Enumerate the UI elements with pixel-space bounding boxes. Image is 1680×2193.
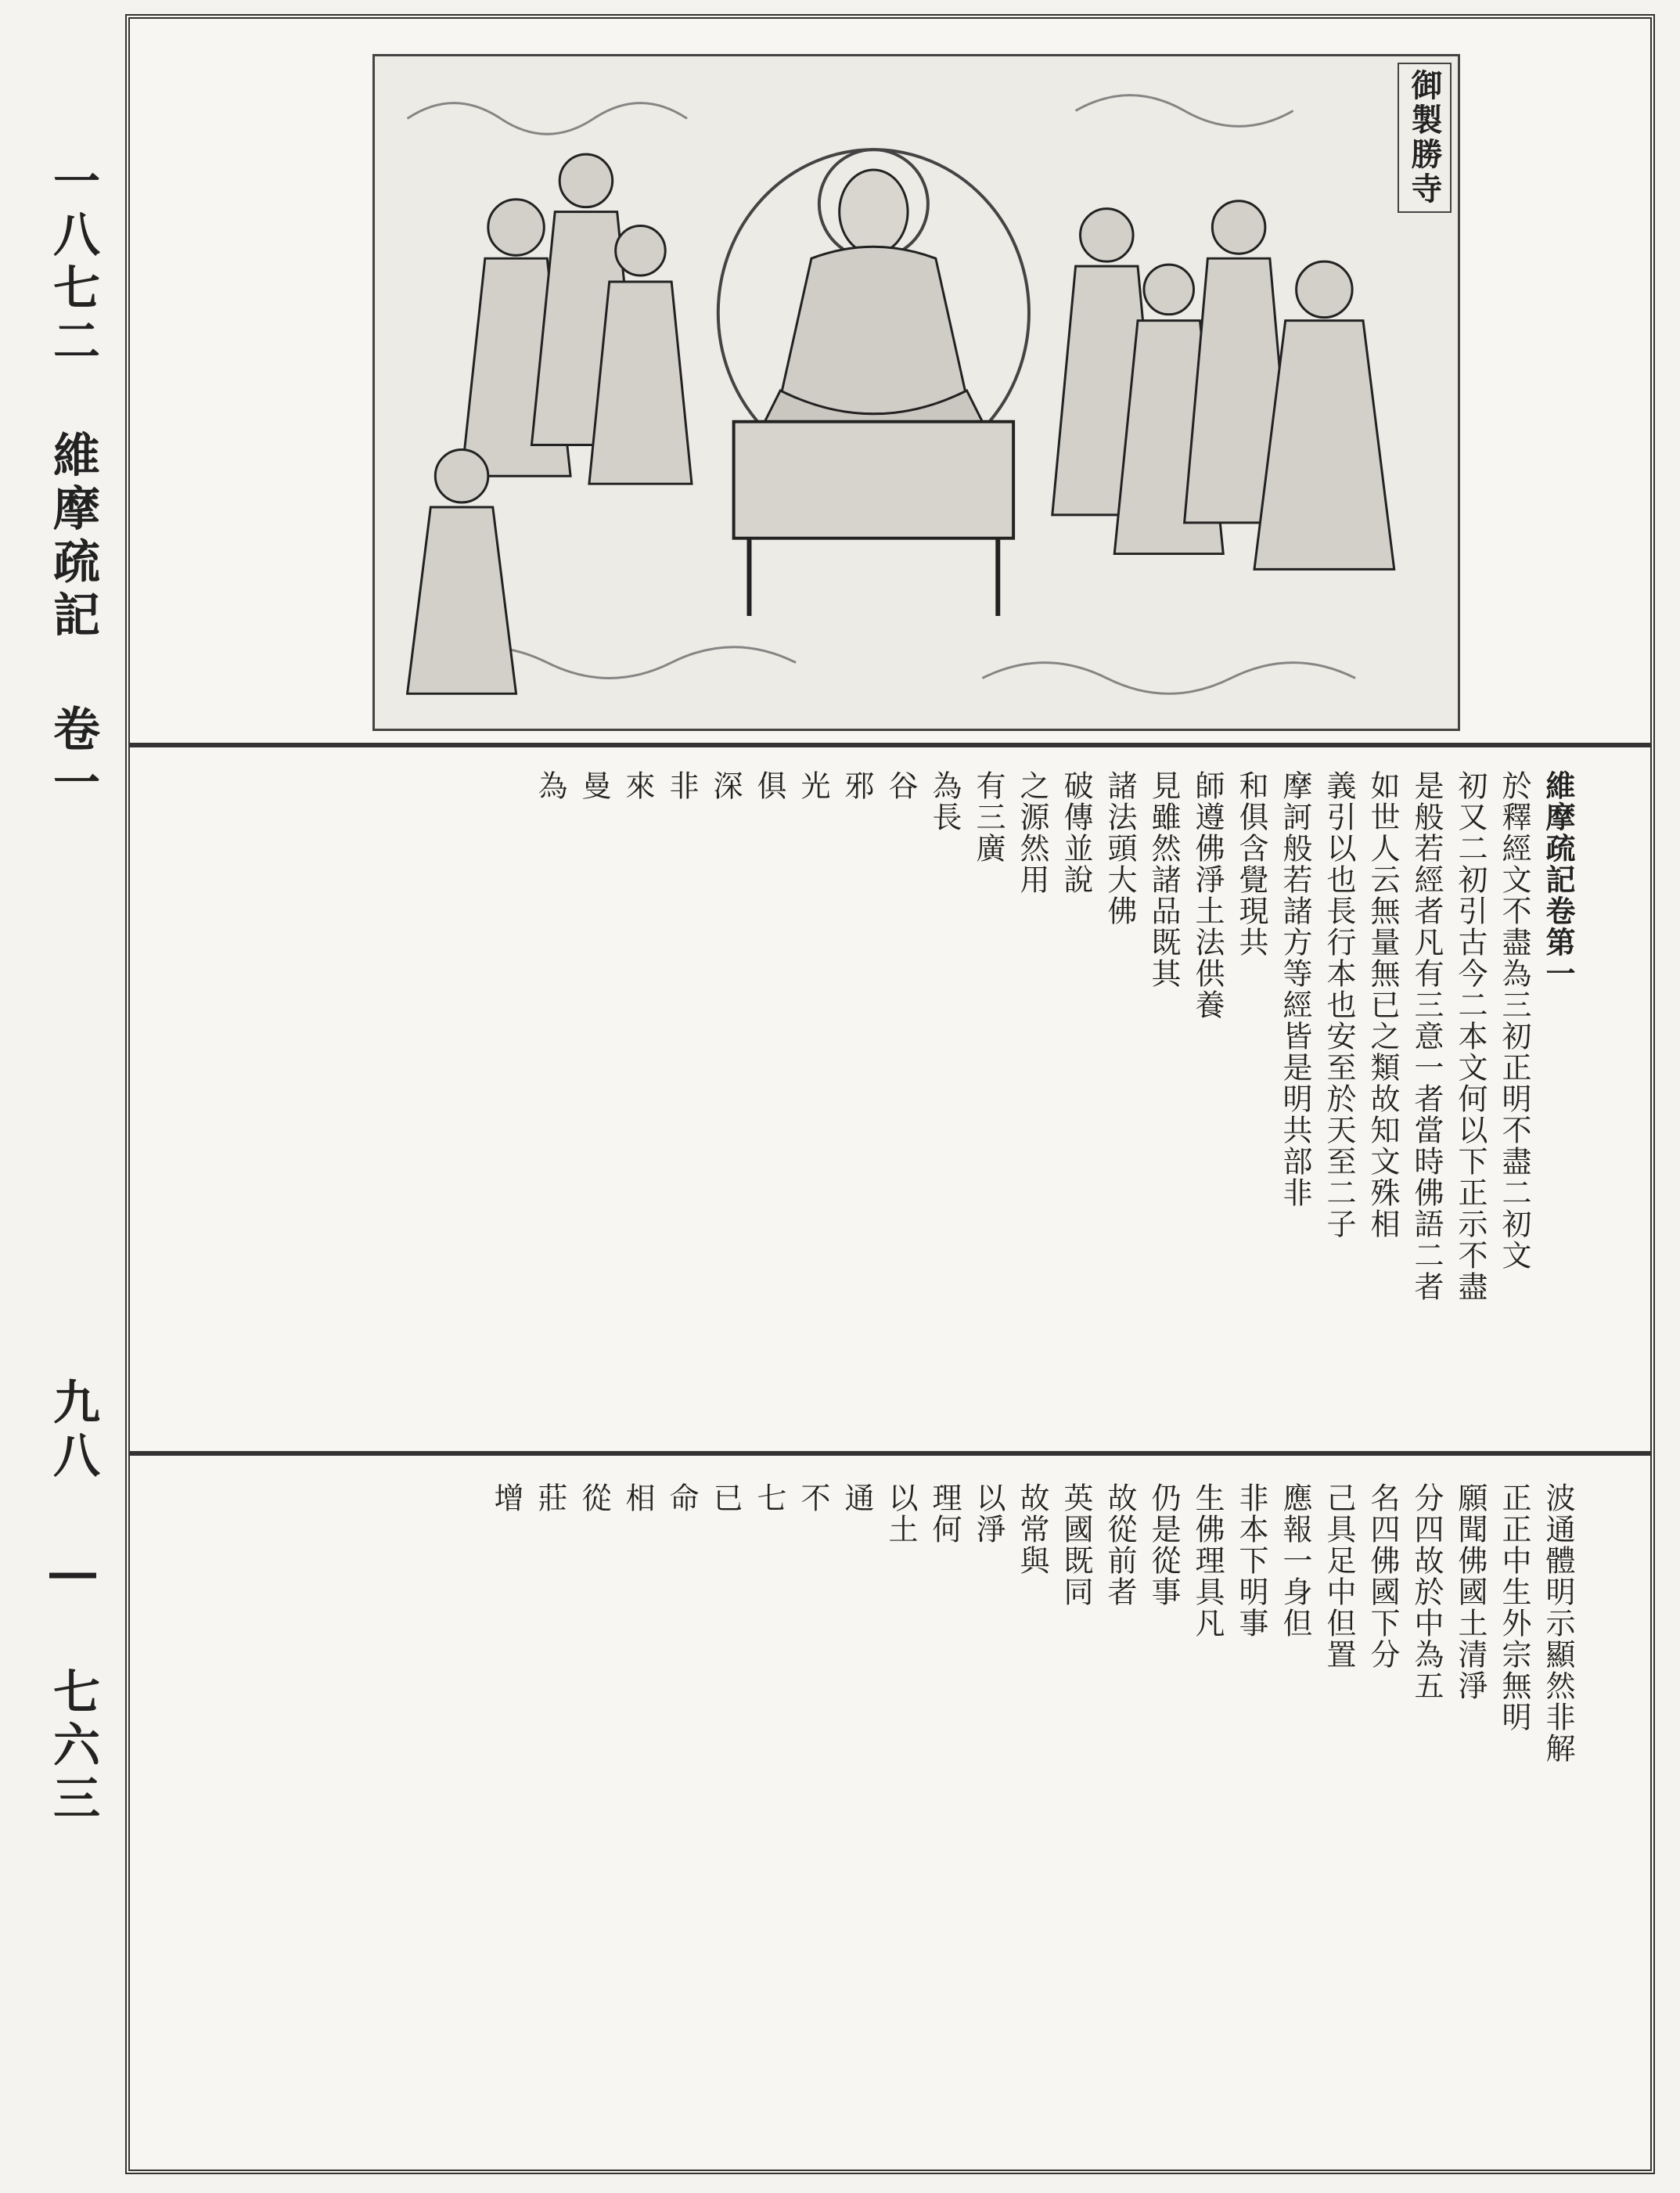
text-column: 為 bbox=[533, 770, 567, 801]
text-column: 如世人云無量無已之類故知文殊相 bbox=[1365, 770, 1400, 1240]
upper-text-columns bbox=[257, 770, 1580, 1428]
text-column: 願聞佛國土清淨 bbox=[1453, 1482, 1488, 1701]
text-column: 光 bbox=[796, 770, 830, 801]
text-column: 正正中生外宗無明 bbox=[1497, 1482, 1531, 1733]
text-column: 通 bbox=[840, 1482, 874, 1514]
text-column: 摩訶般若諸方等經皆是明共部非 bbox=[1278, 770, 1312, 1208]
text-column: 以土 bbox=[883, 1482, 918, 1545]
text-column: 義引以也長行本也安至於天至二子 bbox=[1322, 770, 1356, 1240]
text-column: 和俱含覺現共 bbox=[1234, 770, 1268, 958]
text-column: 維摩疏記卷第一 bbox=[1541, 770, 1576, 989]
text-column: 名四佛國下分 bbox=[1365, 1482, 1400, 1670]
text-column: 己具足中但置 bbox=[1322, 1482, 1356, 1670]
text-column: 波通體明示顯然非解 bbox=[1541, 1482, 1575, 1764]
page-frame bbox=[125, 14, 1655, 2174]
text-column: 命 bbox=[664, 1482, 699, 1514]
text-column: 英國既同 bbox=[1059, 1482, 1093, 1608]
section-divider bbox=[130, 743, 1650, 747]
text-column: 來 bbox=[621, 770, 655, 801]
text-column: 生佛理具凡 bbox=[1190, 1482, 1225, 1639]
text-column: 不 bbox=[796, 1482, 830, 1514]
text-column: 故從前者 bbox=[1103, 1482, 1137, 1608]
text-column: 為長 bbox=[927, 770, 962, 833]
text-column: 非 bbox=[664, 770, 699, 801]
text-column: 從 bbox=[577, 1482, 611, 1514]
page-margin bbox=[31, 157, 102, 2129]
lower-text-columns bbox=[234, 1482, 1580, 2155]
text-column: 曼 bbox=[577, 770, 611, 801]
text-column: 仍是從事 bbox=[1146, 1482, 1181, 1608]
text-column: 破傳並說 bbox=[1059, 770, 1093, 895]
text-column: 故常與 bbox=[1015, 1482, 1049, 1576]
text-panel-upper bbox=[153, 770, 1627, 1428]
text-column: 谷 bbox=[883, 770, 918, 801]
text-column: 莊 bbox=[533, 1482, 567, 1514]
text-column: 以淨 bbox=[971, 1482, 1005, 1545]
text-column: 有三廣 bbox=[971, 770, 1005, 864]
text-column: 邪 bbox=[840, 770, 874, 801]
text-column: 增 bbox=[489, 1482, 523, 1514]
text-column: 應報一身但 bbox=[1278, 1482, 1312, 1639]
text-column: 俱 bbox=[752, 770, 786, 801]
text-column: 於釋經文不盡為三初正明不盡二初文 bbox=[1497, 770, 1531, 1271]
text-column: 初又二初引古今二本文何以下正示不盡 bbox=[1453, 770, 1488, 1302]
buddha-illustration bbox=[375, 56, 1458, 729]
margin-header-text: 一八七二 維摩疏記 卷一 bbox=[45, 157, 100, 811]
text-column: 已 bbox=[708, 1482, 743, 1514]
illustration-plate bbox=[372, 54, 1460, 731]
text-column: 師遵佛淨土法供養 bbox=[1190, 770, 1225, 1021]
text-column: 之源然用 bbox=[1015, 770, 1049, 895]
text-column: 是般若經者凡有三意一者當時佛語二者 bbox=[1409, 770, 1444, 1302]
section-divider bbox=[130, 1451, 1650, 1456]
plate-title-label: 御製勝寺 bbox=[1398, 63, 1452, 213]
text-panel-lower bbox=[153, 1482, 1627, 2155]
text-column: 分四故於中為五 bbox=[1409, 1482, 1444, 1701]
text-column: 非本下明事 bbox=[1234, 1482, 1268, 1639]
text-column: 見雖然諸品既其 bbox=[1146, 770, 1181, 989]
text-column: 諸法頭大佛 bbox=[1103, 770, 1137, 927]
text-column: 相 bbox=[621, 1482, 655, 1514]
text-column: 七 bbox=[752, 1482, 786, 1514]
margin-page-number: 九八 ― 七六三 bbox=[45, 1377, 100, 1827]
text-column: 深 bbox=[708, 770, 743, 801]
text-column: 理何 bbox=[927, 1482, 962, 1545]
